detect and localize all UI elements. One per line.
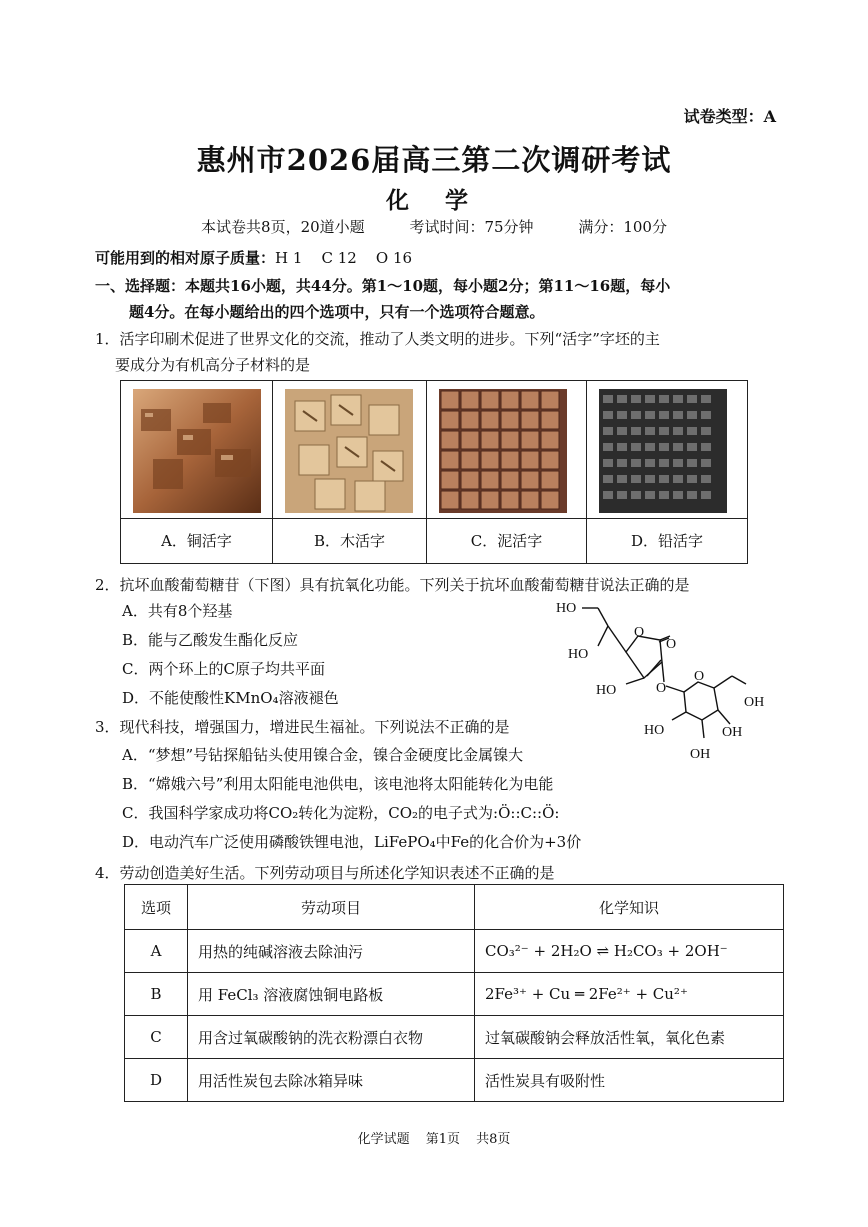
copper-type-image [133,389,261,513]
option-d-cell[interactable] [587,381,747,563]
structure-label: O [634,625,645,640]
footer-page: 第1页 [425,1132,460,1147]
question-3-option-d[interactable]: D．电动汽车广泛使用磷酸铁锂电池，LiFePO₄中Fe的化合价为+3价 [122,833,582,851]
exam-title: 惠州市2026届高三第二次调研考试 [196,143,672,177]
table-cell: 过氧碳酸钠会释放活性氧，氧化色素 [475,1016,784,1059]
footer-total: 共8页 [476,1132,511,1147]
question-1-line1: 1．活字印刷术促进了世界文化的交流，推动了人类文明的进步。下列“活字”字坯的主 [95,330,660,348]
exam-info [0,216,868,237]
table-cell: C [125,1016,188,1059]
structure-label: O [656,681,667,696]
exam-info-time: 考试时间：75分钟 [409,218,534,236]
question-3-option-a[interactable]: A．“梦想”号钻探船钻头使用镍合金，镍合金硬度比金属镍大 [122,746,524,764]
footer-subject: 化学试题 [357,1132,410,1147]
table-cell: D [125,1059,188,1102]
question-4-stem: 4．劳动创造美好生活。下列劳动项目与所述化学知识表述不正确的是 [95,864,555,882]
question-2-option-c[interactable]: C．两个环上的C原子均共平面 [122,660,325,678]
paper-type-label: 试卷类型：A [683,107,776,126]
question-4-table [124,884,784,1102]
option-b-label: B．木活字 [273,518,426,563]
table-cell: 用热的纯碱溶液去除油污 [188,930,475,973]
table-header-cell: 劳动项目 [188,885,475,930]
option-a-label: A．铜活字 [121,518,272,563]
table-header-cell: 化学知识 [475,885,784,930]
structure-label: OH [722,725,743,740]
question-2-option-d[interactable]: D．不能使酸性KMnO₄溶液褪色 [122,689,339,707]
section-heading [95,273,785,325]
structure-label: O [694,669,705,684]
structure-label: O [666,637,677,652]
atomic-masses [95,247,412,268]
table-cell: 2Fe³⁺ + Cu ═ 2Fe²⁺ + Cu²⁺ [475,973,784,1016]
table-cell: 用活性炭包去除冰箱异味 [188,1059,475,1102]
exam-info-score: 满分：100分 [578,218,667,236]
wood-type-image [285,389,413,513]
table-cell: 活性炭具有吸附性 [475,1059,784,1102]
table-header-row [125,885,784,930]
section-heading-line2: 题4分。在每小题给出的四个选项中，只有一个选项符合题意。 [129,303,545,321]
table-cell: 用 FeCl₃ 溶液腐蚀铜电路板 [188,973,475,1016]
question-2-option-a[interactable]: A．共有8个羟基 [122,602,233,620]
question-2-option-b[interactable]: B．能与乙酸发生酯化反应 [122,631,299,649]
structure-label: OH [744,695,765,710]
table-header-cell: 选项 [125,885,188,930]
table-row[interactable] [125,930,784,973]
molecule-structure-diagram [548,596,778,772]
lead-type-image [599,389,727,513]
option-d-label: D．铅活字 [587,518,747,563]
table-cell: CO₃²⁻ + 2H₂O ⇌ H₂CO₃ + 2OH⁻ [475,930,784,973]
table-row[interactable] [125,1016,784,1059]
question-1-image-table [120,380,748,564]
subject-title: 化 学 [385,187,482,214]
table-row[interactable] [125,973,784,1016]
atomic-masses-label: 可能用到的相对原子质量： [95,249,276,267]
option-b-cell[interactable] [273,381,427,563]
table-cell: 用含过氧碳酸钠的洗衣粉漂白衣物 [188,1016,475,1059]
table-cell: A [125,930,188,973]
page-footer [0,1128,868,1147]
atomic-masses-values: H 1 C 12 O 16 [275,249,413,267]
question-3-stem: 3．现代科技，增强国力，增进民生福祉。下列说法不正确的是 [95,718,510,736]
section-heading-line1: 一、选择题：本题共16小题，共44分。第1～10题，每小题2分；第11～16题，每小 [95,277,671,295]
table-row[interactable] [125,1059,784,1102]
structure-label: HO [556,601,577,616]
clay-type-image [439,389,567,513]
question-2-stem: 2．抗坏血酸葡萄糖苷（下图）具有抗氧化功能。下列关于抗坏血酸葡萄糖苷说法正确的是 [95,576,690,594]
structure-label: OH [690,747,711,762]
table-cell: B [125,973,188,1016]
option-c-label: C．泥活字 [427,518,586,563]
structure-label: HO [596,683,617,698]
question-1-line2: 要成分为有机高分子材料的是 [115,356,311,374]
question-1 [95,326,785,378]
option-a-cell[interactable] [121,381,273,563]
question-3-option-c[interactable]: C．我国科学家成功将CO₂转化为淀粉，CO₂的电子式为:Ö::C::Ö: [122,804,560,822]
structure-label: HO [568,647,589,662]
option-c-cell[interactable] [427,381,587,563]
question-3-option-b[interactable]: B．“嫦娥六号”利用太阳能电池供电，该电池将太阳能转化为电能 [122,775,554,793]
exam-info-pages: 本试卷共8页，20道小题 [201,218,365,236]
structure-label: HO [644,723,665,738]
